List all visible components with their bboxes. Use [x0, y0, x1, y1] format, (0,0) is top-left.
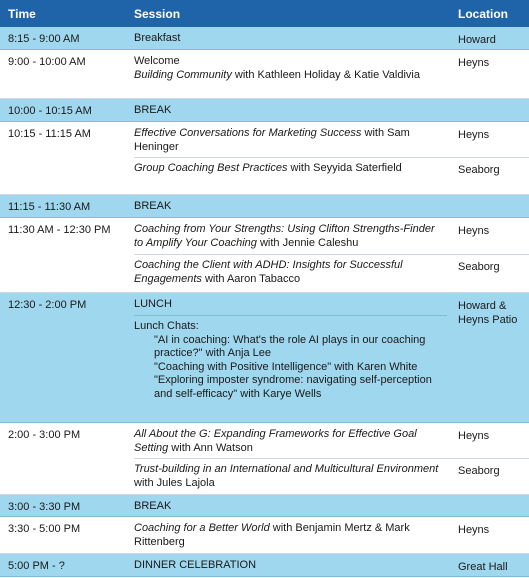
row-time: 12:30 - 2:00 PM	[8, 299, 87, 311]
row-session	[134, 517, 446, 554]
header-session: Session	[134, 7, 181, 21]
row-time: 10:00 - 10:15 AM	[8, 105, 92, 117]
session-presenters: with Sam Heninger	[134, 127, 410, 153]
row-location: Seaborg	[458, 164, 500, 176]
row-session	[134, 122, 446, 159]
row-location: Heyns	[458, 524, 490, 536]
row-session: DINNER CELEBRATION	[134, 559, 257, 571]
session-presenters: with Kathleen Holiday & Katie Valdivia	[231, 68, 420, 81]
row-session	[134, 218, 446, 255]
session-presenters: with Aaron Tabacco	[201, 272, 301, 285]
table-row	[0, 517, 529, 554]
session-italic: Group Coaching Best Practices	[134, 162, 288, 174]
header-location: Location	[458, 7, 508, 21]
row-time: 3:30 - 5:00 PM	[8, 523, 81, 535]
row-time: 3:00 - 3:30 PM	[8, 501, 81, 513]
row-session: BREAK	[134, 200, 172, 212]
row-location: Heyns	[458, 57, 490, 69]
row-time: 11:15 - 11:30 AM	[8, 201, 91, 213]
table-row	[0, 554, 529, 577]
row-time: 9:00 - 10:00 AM	[8, 56, 86, 68]
lunch-chat-item: "AI in coaching: What's the role AI plays in our coaching practice?" with Anja Lee	[154, 333, 426, 359]
row-time: 8:15 - 9:00 AM	[8, 33, 80, 45]
session-presenters: with Benjamin Mertz & Mark Rittenberg	[134, 522, 410, 548]
session-italic: Effective Conversations for Marketing Success	[134, 127, 362, 139]
table-header	[0, 0, 529, 27]
table-row	[0, 423, 529, 495]
session-italic: Trust-building in an International and Multicultural Environment	[134, 463, 439, 475]
row-session: BREAK	[134, 500, 172, 512]
session-italic: All About the G: Expanding Frameworks for Effective Goal Setting	[134, 428, 417, 454]
row-session: BREAK	[134, 104, 172, 116]
session-presenters: with Jennie Caleshu	[256, 236, 359, 249]
row-time: 2:00 - 3:00 PM	[8, 429, 81, 441]
row-location: Seaborg	[458, 261, 500, 273]
session-italic: Building Community	[134, 68, 232, 81]
table-row	[0, 293, 529, 423]
table-row	[0, 218, 529, 293]
table-row	[0, 27, 529, 50]
table-row	[0, 195, 529, 218]
row-location: Howard	[458, 34, 496, 46]
lunch-chat-item: "Coaching with Positive Intelligence" with Karen White	[154, 360, 418, 373]
row-location: Great Hall	[458, 561, 508, 573]
session-presenters: with Jules Lajola	[134, 476, 215, 489]
lunch-chats-title: Lunch Chats:	[134, 320, 199, 332]
row-session	[134, 458, 446, 495]
row-time: 11:30 AM - 12:30 PM	[8, 224, 111, 236]
table-row	[0, 99, 529, 122]
row-location: Heyns	[458, 225, 490, 237]
row-location: Heyns	[458, 129, 490, 141]
session-italic: Coaching from Your Strengths: Using Clifton Strengths-Finder to Amplify Your Coaching	[134, 223, 435, 249]
divider	[134, 315, 447, 316]
row-location: Heyns	[458, 430, 490, 442]
row-location: Seaborg	[458, 465, 500, 477]
row-session: Breakfast	[134, 32, 181, 44]
table-row	[0, 495, 529, 517]
lunch-chat-item: "Exploring imposter syndrome: navigating self-perception and self-efficacy" with Karye Wells	[154, 374, 432, 400]
table-row	[0, 50, 529, 99]
row-location: Howard & Heyns Patio	[458, 300, 518, 326]
session-italic: Coaching for a Better World	[134, 522, 270, 534]
row-session	[134, 423, 446, 460]
session-presenters: with Ann Watson	[168, 441, 253, 454]
row-session	[134, 254, 446, 291]
session-presenters: with Seyyida Saterfield	[287, 162, 402, 174]
row-time: 5:00 PM - ?	[8, 560, 65, 572]
header-time: Time	[8, 7, 36, 21]
row-time: 10:15 - 11:15 AM	[8, 128, 91, 140]
session-title: Welcome	[134, 55, 180, 67]
table-row	[0, 122, 529, 195]
row-session: LUNCH	[134, 298, 172, 310]
lunch-chats	[134, 316, 446, 406]
row-session	[134, 157, 446, 181]
session-italic: Coaching the Client with ADHD: Insights for Successful Engagements	[134, 259, 403, 285]
row-session	[134, 50, 446, 87]
